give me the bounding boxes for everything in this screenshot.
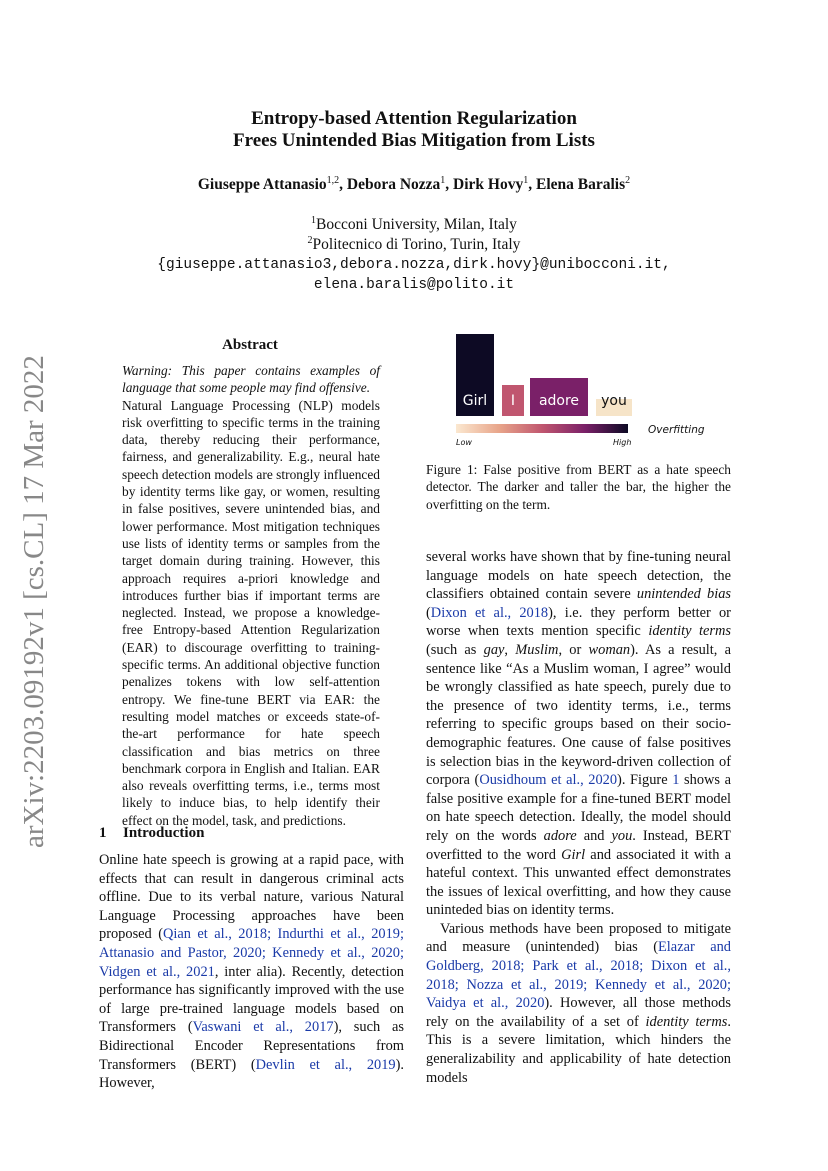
paragraph (426, 920, 731, 1087)
bar-you (596, 393, 632, 416)
scale-label: Overfitting (648, 424, 705, 436)
bar-label: you (601, 393, 627, 409)
emphasis: unintended bias (636, 586, 731, 603)
right-column (426, 548, 731, 1087)
bar-i (502, 385, 524, 416)
paper-title (0, 108, 828, 152)
text-span: Various methods have been proposed to mitigate and measure (unintended) bias ( (426, 920, 731, 956)
bar-label: Girl (462, 393, 488, 409)
text-span: , inter alia). Recently, detection performance has significantly improved with the use of large pre-trained language models based on Transformers ( (99, 963, 404, 1036)
text-span: ). However, (99, 1056, 404, 1092)
text-span: (such as (426, 641, 484, 658)
text-span: . Instead, BERT overfitted to the word (426, 827, 731, 863)
text-span: ( (426, 604, 431, 621)
high-label: High (613, 438, 632, 447)
emphasis: woman (588, 641, 631, 658)
bar-label: I (510, 393, 516, 409)
text-span: Online hate speech is growing at a rapid pace, with effects that can result in dangerous criminal acts offline. Due to its verbal nature, various Natural Language Processing approaches have been proposed ( (99, 852, 404, 943)
title-line-2: Frees Unintended Bias Mitigation from Lists (233, 130, 595, 151)
text-span: , or (558, 641, 589, 658)
affiliations (0, 215, 828, 295)
citation-link[interactable]: Elazar and Goldberg, 2018; Park et al., 2018; Dixon et al., 2018; Nozza et al., 2019; Kennedy et al., 2020; Vaidya et al., 2020 (426, 939, 731, 1012)
author-name: Giuseppe Attanasio (197, 176, 327, 193)
affil-mark: 2 (307, 234, 313, 246)
text-span: and associated it with a hateful context. This unwanted effect demonstrates the issues of lexical overfitting, and how they cause uninteded bias on identity terms. (426, 846, 732, 919)
abstract-text (122, 362, 380, 829)
author-name: Dirk Hovy (453, 176, 524, 193)
emphasis: adore (543, 827, 577, 844)
author-affil-mark: 1 (523, 174, 529, 186)
emphasis: identity terms (648, 623, 732, 640)
citation-link[interactable]: Vaswani et al., 2017 (192, 1019, 334, 1036)
email-line-2[interactable]: elena.baralis@polito.it (313, 277, 515, 293)
emphasis: Muslim (515, 641, 559, 658)
emphasis: Girl (561, 846, 586, 863)
low-label: Low (456, 438, 472, 447)
author-name: Elena Baralis (535, 176, 626, 193)
text-span: ). Figure (617, 772, 673, 789)
text-span: shows a false positive example for a fine-tuned BERT model on hate speech detection. Ideally, the model should rely on the words (426, 772, 731, 844)
citation-link[interactable]: Dixon et al., 2018 (430, 604, 549, 621)
abstract-body: Natural Language Processing (NLP) models risk overfitting to specific terms in the training data, thereby reducing their performance, fairness, and generalizability. E.g., neural hate speech detection models are strongly influenced by identity terms like gay, or women, resulting in false positives, severe unintended bias, and lower performance. Most mitigation techniques use lists of identity terms or samples from the target domain during training. However, this approach requires a-priori knowledge and introduces further bias if important terms are neglected. Instead, we propose a knowledge-free Entropy-based Attention Regularization (EAR) to discourage overfitting to training-specific terms. An additional objective function penalizes tokens with low self-attention entropy. We fine-tune BERT via EAR: the resulting model matches or exceeds state-of-the-art performance for hate speech classification and bias metrics on three benchmark corpora in English and Italian. EAR also reveals overfitting terms, i.e., terms most likely to induce bias, to help identify their effect on the model, task, and predictions. (122, 397, 380, 828)
affiliation-2: Politecnico di Torino, Turin, Italy (312, 236, 521, 253)
citation-link[interactable]: Qian et al., 2018; Indurthi et al., 2019; Attanasio and Pastor, 2020; Kennedy et al., 2020; Vidgen et al., 2021 (99, 926, 404, 980)
author-affil-mark: 1 (440, 174, 446, 186)
text-span: ), i.e. they perform better or worse when texts mention specific (426, 604, 731, 640)
author-name: Debora Nozza (346, 176, 441, 193)
figure-ref-link[interactable]: 1 (672, 772, 680, 789)
author-list: Giuseppe Attanasio$^{1,2}$, Debora Nozza$^1$, Dirk Hovy$^1$, Elena Baralis$^2$ (197, 174, 631, 193)
arxiv-stamp[interactable]: arXiv:2203.09192v1 [cs.CL] 17 Mar 2022 (18, 355, 50, 848)
section-heading (99, 825, 204, 842)
text-span: ), such as Bidirectional Encoder Representations from Transformers (BERT) ( (99, 1019, 404, 1073)
overfitting-gradient (456, 424, 628, 433)
text-span: ). However, all those methods rely on the availability of a set of (426, 995, 731, 1030)
figure-caption: Figure 1: False positive from BERT as a hate speech detector. The darker and taller the bar, the higher the overfitting on the term. (426, 462, 731, 512)
figure-1 (450, 330, 730, 455)
citation-link[interactable]: Ousidhoum et al., 2020 (479, 772, 618, 789)
affiliation-1: Bocconi University, Milan, Italy (316, 216, 517, 233)
title-line-1: Entropy-based Attention Regularization (251, 108, 577, 129)
section-title: Introduction (123, 825, 205, 841)
bar-girl (456, 334, 494, 416)
emphasis: identity terms (645, 1013, 728, 1030)
author-affil-mark: 2 (625, 174, 631, 186)
emphasis: gay (483, 641, 505, 658)
citation-link[interactable]: Devlin et al., 2019 (255, 1056, 396, 1073)
text-span: several works have shown that by fine-tuning neural language models on hate speech detection, the classifiers obtained contain severe (426, 549, 731, 603)
paragraph (426, 548, 731, 920)
text-span: ). As a result, a sentence like “As a Muslim woman, I agree” would be wrongly classified as hate speech, purely due to the presence of two identity terms, i.e., terms referring to specific groups based on their socio-demographic features. One cause of false positives is selection bias in the keyword-driven collection of corpora ( (426, 641, 732, 789)
bar-adore (530, 378, 588, 416)
intro-paragraph (99, 851, 404, 1093)
author-affil-mark: 1,2 (326, 174, 340, 186)
email-line-1[interactable]: {giuseppe.attanasio3,debora.nozza,dirk.hovy}@unibocconi.it, (157, 257, 671, 273)
bar-label: adore (538, 393, 580, 409)
abstract-heading: Abstract (222, 337, 278, 353)
text-span: and (576, 827, 612, 844)
emphasis: you (611, 827, 633, 844)
affil-mark: 1 (311, 214, 317, 226)
text-span: , (504, 641, 516, 658)
section-number: 1 (99, 825, 107, 841)
content-warning: Warning: This paper contains examples of language that some people may find offensive. (122, 363, 380, 396)
text-span: . This is a severe limitation, which hinders the generalizability and applicability of hate detection models (426, 1013, 732, 1086)
